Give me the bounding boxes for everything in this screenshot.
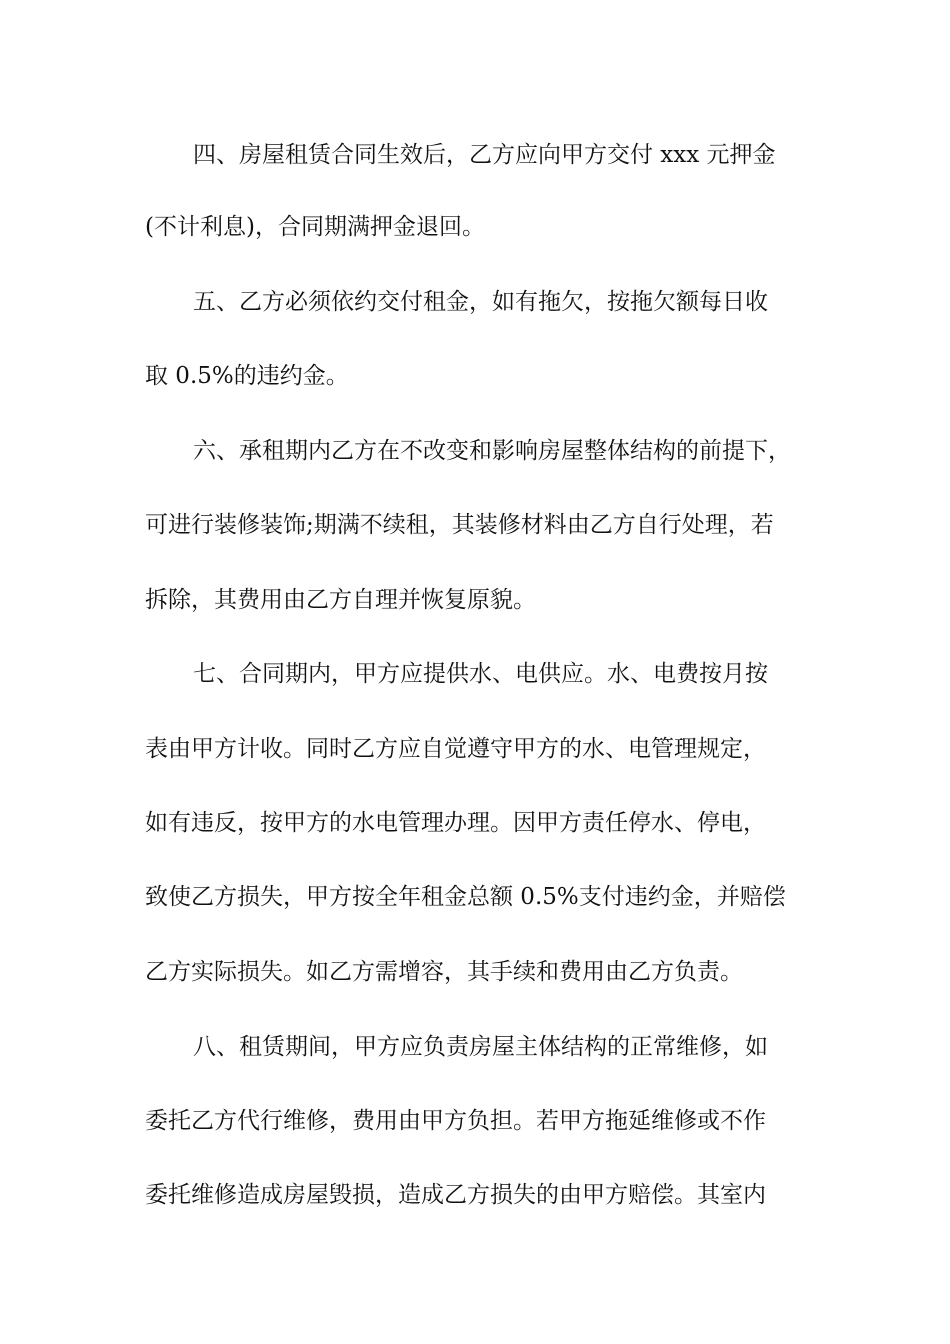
paragraph-8-line-3: 委托维修造成房屋毁损，造成乙方损失的由甲方赔偿。其室内: [145, 1182, 766, 1208]
paragraph-7-line-4: 致使乙方损失，甲方按全年租金总额 0.5%支付违约金，并赔偿: [145, 884, 786, 910]
paragraph-6-line-3: 拆除，其费用由乙方自理并恢复原貌。: [145, 587, 536, 613]
paragraph-4-line-1: 四、房屋租赁合同生效后，乙方应向甲方交付 xxx 元押金: [193, 142, 776, 168]
paragraph-5-line-2: 取 0.5%的违约金。: [145, 363, 349, 389]
paragraph-6-line-1: 六、承租期内乙方在不改变和影响房屋整体结构的前提下，: [193, 438, 791, 464]
paragraph-7-line-1: 七、合同期内，甲方应提供水、电供应。水、电费按月按: [193, 661, 768, 687]
paragraph-5-line-1: 五、乙方必须依约交付租金，如有拖欠，按拖欠额每日收: [193, 289, 768, 315]
paragraph-7-line-3: 如有违反，按甲方的水电管理办理。因甲方责任停水、停电，: [145, 810, 766, 836]
paragraph-8-line-2: 委托乙方代行维修，费用由甲方负担。若甲方拖延维修或不作: [145, 1108, 766, 1134]
paragraph-8-line-1: 八、租赁期间，甲方应负责房屋主体结构的正常维修，如: [193, 1034, 768, 1060]
paragraph-4-line-2: (不计利息)，合同期满押金退回。: [145, 214, 485, 240]
paragraph-6-line-2: 可进行装修装饰;期满不续租，其装修材料由乙方自行处理，若: [145, 512, 774, 538]
paragraph-7-line-2: 表由甲方计收。同时乙方应自觉遵守甲方的水、电管理规定，: [145, 736, 766, 762]
paragraph-7-line-5: 乙方实际损失。如乙方需增容，其手续和费用由乙方负责。: [145, 959, 743, 985]
